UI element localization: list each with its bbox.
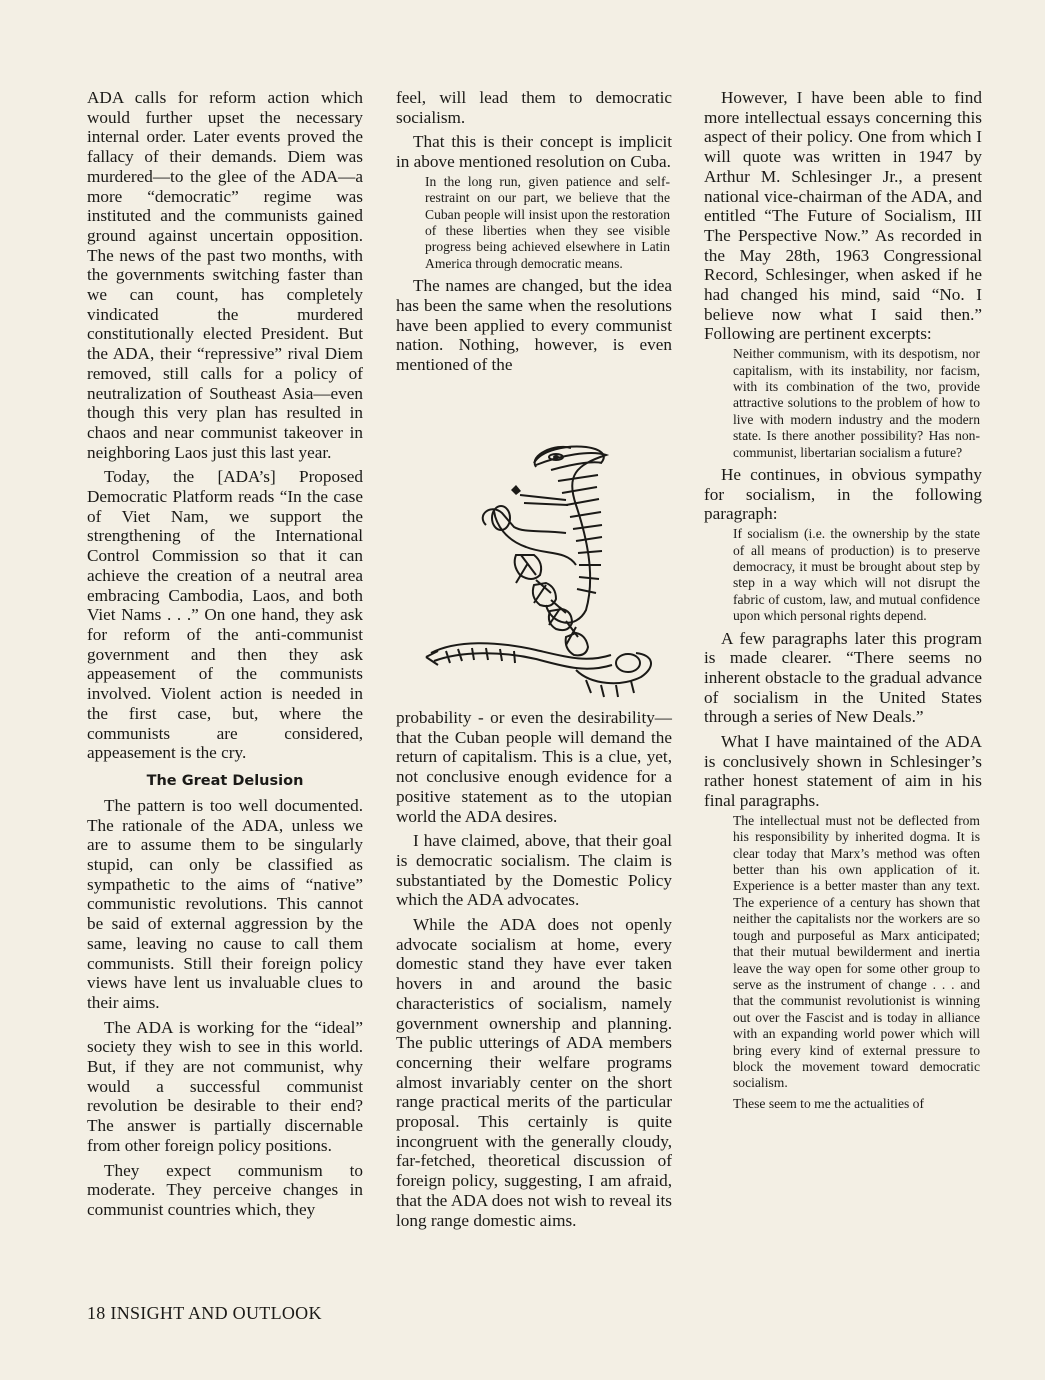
paragraph: ADA calls for reform action which would further upset the necessary internal order. Later events proved the fallacy of their demands. Diem was murdered—to the glee of the ADA—a more “democratic” regime was instituted and the communists gained ground against uncertain opposition. The news of the past two months, with the governments switching faster than we can count, has completely vindicated the murdered constitutionally elected President. But the ADA, their “repressive” rival Diem removed, still calls for a policy of neutralization of Southeast Asia—even though this very plan has resulted in chaos and near communist takeover in neighboring Laos just this last year. (87, 88, 363, 462)
block-quote: The intellectual must not be deflected from his responsibility by inherited dogma. It is clear today that Marx’s method was often better than his own application of it. Experience is a better master than any text. The experience of a century has shown that neither the capitalists nor the workers are so tough and purposeful as Marx anticipated; that their mutual bewilderment and inertia leave the way open for some other group to serve as the instrument of change . . . and that the communist revolutionist is winning out over the Fascist and is today in alliance with an expanding world power which will bring every kind of external pressure to block the movement toward democratic socialism. (733, 812, 980, 1091)
paragraph: What I have maintained of the ADA is conclusively shown in Schlesinger’s rather honest statement of aim in his final paragraphs. (704, 732, 982, 811)
column-1 (87, 88, 363, 1220)
column-3 (704, 88, 982, 1116)
paragraph: A few paragraphs later this program is made clearer. “There seems no inherent obstacle to the gradual advance of socialism in the United States through a series of New Deals.” (704, 628, 982, 727)
column-2 (396, 88, 672, 375)
paragraph: The ADA is working for the “ideal” society they wish to see in this world. But, if they are not communist, why would a successful communist revolution be desirable to their end? The answer is partially discernable from other foreign policy positions. (87, 1017, 363, 1155)
serpent-chain-illustration (416, 415, 676, 705)
paragraph: I have claimed, above, that their goal is democratic socialism. The claim is substantiated by the Domestic Policy which the ADA advocates. (396, 831, 672, 910)
paragraph: Today, the [ADA’s] Proposed Democratic Platform reads “In the case of Viet Nam, we support the strengthening of the International Control Commission so that it can achieve the creation of a neutral area embracing Cambodia, Laos, and both Viet Nams . . .” On one hand, they ask for reform of the anti-communist government and then they ask appeasement of the communists involved. Violent action is needed in the first case, but, where the communists are considered, appeasement is the cry. (87, 467, 363, 763)
paragraph: He continues, in obvious sympathy for socialism, in the following paragraph: (704, 464, 982, 524)
block-quote: In the long run, given patience and self-restraint on our part, we believe that the Cuban people will insist upon the restoration of these liberties when they see visible progress being achieved elsewhere in Latin America through democratic means. (425, 173, 670, 271)
block-quote: If socialism (i.e. the ownership by the state of all means of production) is to preserve democracy, it must be brought about step by step in a way which will not disrupt the fabric of custom, law, and mutual confidence upon which personal rights depend. (733, 526, 980, 624)
paragraph: That this is their concept is implicit in above mentioned resolution on Cuba. (396, 132, 672, 172)
section-heading: The Great Delusion (146, 772, 304, 789)
paragraph: probability - or even the desirability—that the Cuban people will demand the return of capitalism. This is a clue, yet, not conclusive enough evidence for a positive statement as to the utopian world the ADA desires. (396, 708, 672, 826)
paragraph: While the ADA does not openly advocate socialism at home, every domestic stand they have ever taken hovers in and around the basic characteristics of socialism, namely government ownership and planning. The public utterings of ADA members concerning their welfare programs almost invariably center on the short range practical merits of the particular proposal. This certainly is quite incongruent with the generally cloudy, far-fetched, theoretical discussion of foreign policy, suggesting, I am afraid, that the ADA does not wish to reveal its long range domestic aims. (396, 915, 672, 1230)
paragraph: They expect communism to moderate. They perceive changes in communist countries which, they (87, 1160, 363, 1219)
paragraph: However, I have been able to find more intellectual essays concerning this aspect of their policy. One from which I will quote was written in 1947 by Arthur M. Schlesinger Jr., a present national vice-chairman of the ADA, and entitled “The Future of Socialism, III The Perspective Now.” As recorded in the May 28th, 1963 Congressional Record, Schlesinger, when asked if he had changed his mind, said “No. I believe now what I said then.” Following are pertinent excerpts: (704, 88, 982, 344)
block-quote: These seem to me the actualities of (733, 1095, 924, 1111)
paragraph: The pattern is too well documented. The rationale of the ADA, unless we are to assume them to be singularly stupid, can only be classified as sympathetic to the aims of “native” communistic revolutions. This cannot be said of external aggression by the same, leaving no cause to call them communists. Still their foreign policy views have lent us invaluable clues to their aims. (87, 795, 363, 1012)
column-2-continued (396, 708, 672, 1230)
page-footer: 18 INSIGHT AND OUTLOOK (87, 1303, 322, 1323)
block-quote: Neither communism, with its despotism, nor capitalism, with its instability, nor facism, with its combination of the two, provide attractive solutions to the problem of how to live with modern industry and the modern state. Is there another possibility? Has non-communist, libertarian socialism a future? (733, 346, 980, 460)
paragraph: feel, will lead them to democratic socialism. (396, 88, 672, 127)
paragraph: The names are changed, but the idea has been the same when the resolutions have been applied to every communist nation. Nothing, however, is even mentioned of the (396, 276, 672, 375)
